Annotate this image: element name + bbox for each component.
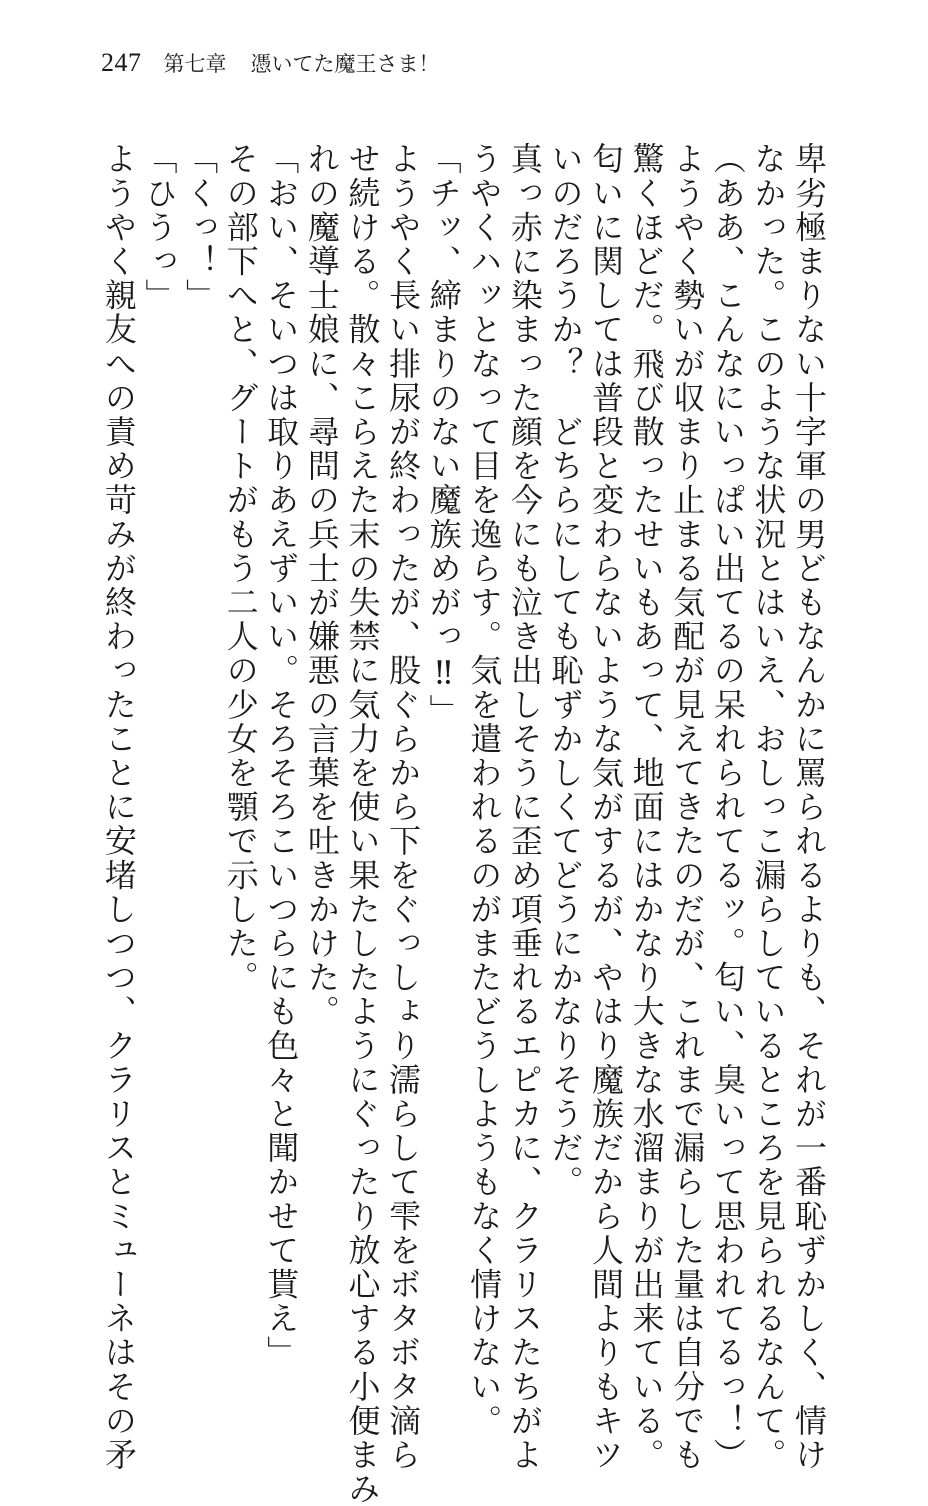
text-line: 真っ赤に染まった顔を今にも泣き出しそうに歪め項垂れるエピカに、クラリスたちがよ xyxy=(505,142,544,1472)
text-line: なかった。このような状況とはいえ、おしっこ漏らしているところを見られるなんて。 xyxy=(749,142,788,1472)
chapter-number: 第七章 xyxy=(163,52,227,76)
text-line: うやくハッとなって目を逸らす。気を遣われるのがまたどうしようもなく情けない。 xyxy=(465,142,504,1438)
text-line: 「ひうっ」 xyxy=(140,142,179,313)
text-line: 卑劣極まりない十字軍の男どもなんかに罵られるよりも、それが一番恥ずかしく、情け xyxy=(790,142,828,1472)
text-line: いのだろうか？ どちらにしても恥ずかしくてどうにかなりそうだ。 xyxy=(546,142,585,1200)
text-line: せ続ける。散々こらえた末の失禁に気力を使い果たしたようにぐったり放心する小便まみ xyxy=(343,142,382,1506)
running-header xyxy=(101,46,440,80)
text-line: 「おい、そいつは取りあえずいい。そろそろこいつらにも色々と聞かせて貰え」 xyxy=(262,142,301,1370)
text-line: ようやく親友への責め苛みが終わったことに安堵しつつ、クラリスとミューネはその矛 xyxy=(99,142,138,1472)
chapter-title: 憑いてた魔王さま！ xyxy=(250,52,440,76)
text-line: ようやく勢いが収まり止まる気配が見えてきたのだが、これまで漏らした量は自分でも xyxy=(668,142,707,1472)
text-line: その部下へと、グートがもう二人の少女を顎で示した。 xyxy=(221,142,260,995)
text-line: 「チッ、締まりのない魔族めがっ‼」 xyxy=(424,142,463,728)
text-line: （ああ、こんなにいっぱい出てるの呆れられてるッ。匂い、臭いって思われてるっ！） xyxy=(708,142,747,1472)
text-line: れの魔導士娘に、尋問の兵士が嫌悪の言葉を吐きかけた。 xyxy=(302,142,341,1029)
text-line: 「くっ！」 xyxy=(181,142,220,313)
text-line: 匂いに関しては普段と変わらないような気がするが、やはり魔族だから人間よりもキツ xyxy=(587,142,626,1472)
text-line: ようやく長い排尿が終わったが、股ぐらから下をぐっしょり濡らして雫をボタボタ滴ら xyxy=(384,142,423,1472)
body-text xyxy=(98,142,829,1506)
page-number: 247 xyxy=(101,48,142,77)
text-line: 驚くほどだ。飛び散ったせいもあって、地面にはかなり大きな水溜まりが出来ている。 xyxy=(627,142,666,1472)
